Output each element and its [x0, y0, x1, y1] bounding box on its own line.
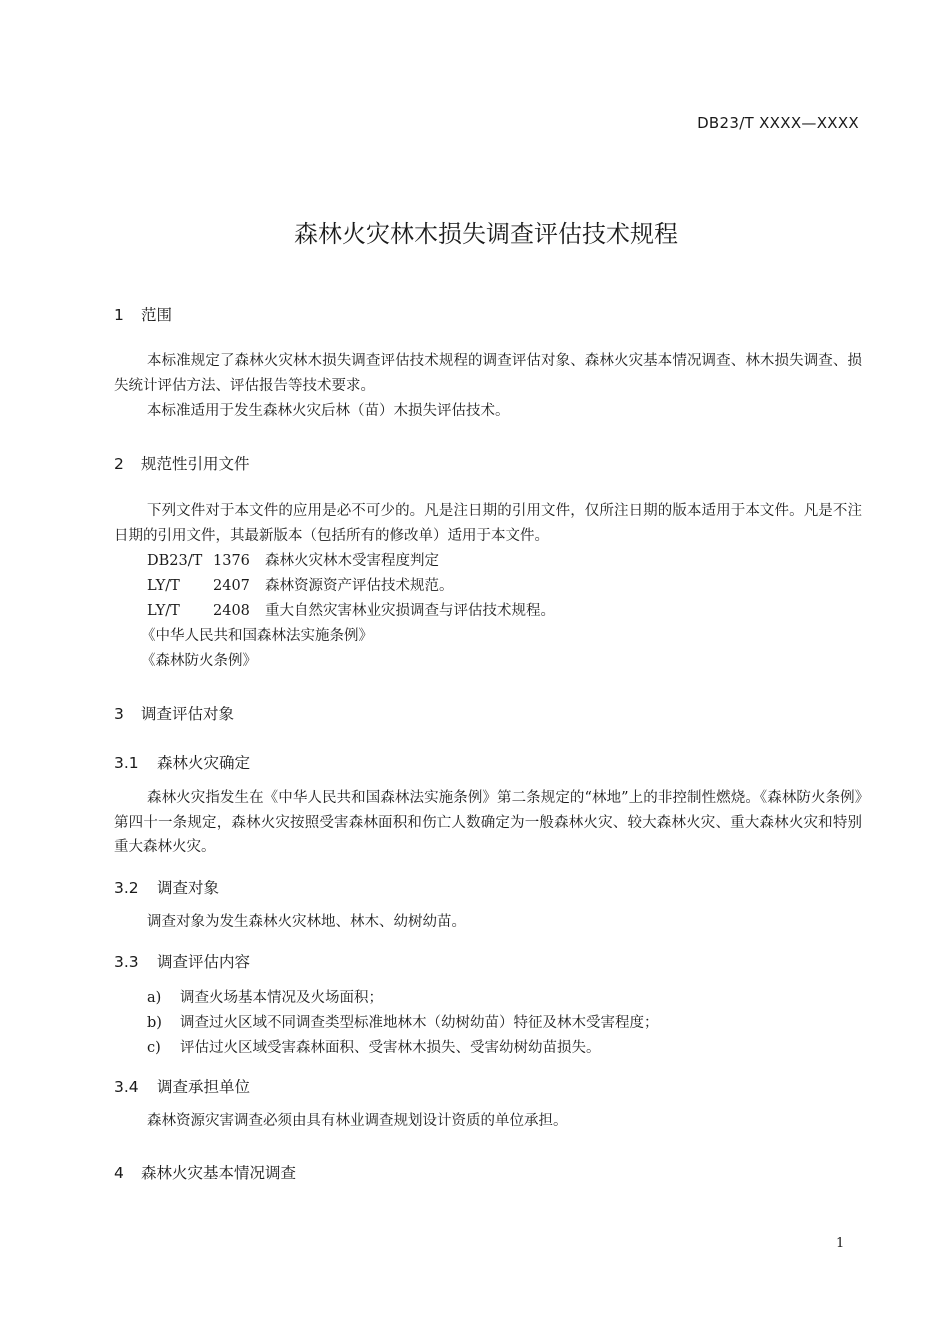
page-number: 1: [836, 1236, 845, 1251]
section-number: 2: [114, 455, 124, 473]
list-item: [147, 1036, 601, 1057]
reference-name: 重大自然灾害林业灾损调查与评估技术规程。: [265, 603, 555, 619]
subsection-3-1-heading: [114, 751, 250, 773]
subsection-title: 调查评估内容: [157, 953, 251, 971]
reference-number: 2407: [213, 578, 250, 594]
reference-item: [147, 549, 439, 570]
list-text: 调查火场基本情况及火场面积；: [180, 990, 383, 1006]
subsection-3-3-heading: [114, 950, 250, 972]
subsection-title: 调查承担单位: [157, 1078, 251, 1096]
subsection-3-4-heading: [114, 1075, 250, 1097]
reference-code: DB23/T: [147, 553, 203, 569]
reference-item: [147, 599, 555, 620]
reference-law: 《森林防火条例》: [141, 653, 257, 669]
section-4-heading: [114, 1161, 296, 1183]
section-2-paragraph-1: 下列文件对于本文件的应用是必不可少的。凡是注日期的引用文件，仅所注日期的版本适用于本文件。凡是不注日期的引用文件，其最新版本（包括所有的修改单）适用于本文件。: [114, 503, 862, 544]
subsection-number: 3.2: [114, 879, 139, 897]
subsection-number: 3.3: [114, 953, 139, 971]
section-number: 1: [114, 306, 124, 324]
document-title: 森林火灾林木损失调查评估技术规程: [294, 220, 678, 248]
section-title: 森林火灾基本情况调查: [141, 1164, 297, 1182]
section-title: 调查评估对象: [141, 705, 235, 723]
document-number: DB23/T XXXX—XXXX: [697, 114, 859, 132]
list-text: 调查过火区域不同调查类型标准地林木（幼树幼苗）特征及林木受害程度；: [180, 1015, 659, 1031]
subsection-3-2-paragraph: 调查对象为发生森林火灾林地、林木、幼树幼苗。: [147, 914, 466, 930]
section-3-heading: [114, 702, 234, 724]
subsection-3-2-heading: [114, 876, 219, 898]
reference-number: 1376: [213, 553, 250, 569]
list-marker: a): [147, 990, 162, 1006]
section-number: 4: [114, 1164, 124, 1182]
list-item: [147, 1011, 659, 1032]
section-1-heading: [114, 303, 172, 325]
reference-code: LY/T: [147, 603, 180, 619]
list-item: [147, 986, 383, 1007]
reference-number: 2408: [213, 603, 250, 619]
section-1-paragraph-2: 本标准适用于发生森林火灾后林（苗）木损失评估技术。: [147, 403, 510, 419]
reference-item: [147, 574, 454, 595]
reference-law: 《中华人民共和国森林法实施条例》: [141, 628, 373, 644]
subsection-number: 3.1: [114, 754, 139, 772]
section-title: 规范性引用文件: [141, 455, 250, 473]
reference-name: 森林火灾林木受害程度判定: [265, 553, 439, 569]
subsection-title: 森林火灾确定: [157, 754, 251, 772]
reference-code: LY/T: [147, 578, 180, 594]
list-marker: c): [147, 1040, 161, 1056]
subsection-title: 调查对象: [157, 879, 220, 897]
subsection-3-1-paragraph: 森林火灾指发生在《中华人民共和国森林法实施条例》第二条规定的“林地”上的非控制性燃烧。《森林防火条例》第四十一条规定，森林火灾按照受害森林面积和伤亡人数确定为一般森林火灾、较大森林火灾、重大森林火灾和特别重大森林火灾。: [114, 790, 862, 855]
subsection-3-4-paragraph: 森林资源灾害调查必须由具有林业调查规划设计资质的单位承担。: [147, 1113, 568, 1129]
list-marker: b): [147, 1015, 162, 1031]
subsection-number: 3.4: [114, 1078, 139, 1096]
section-1-paragraph-1: 本标准规定了森林火灾林木损失调查评估技术规程的调查评估对象、森林火灾基本情况调查、林木损失调查、损失统计评估方法、评估报告等技术要求。: [114, 353, 862, 394]
list-text: 评估过火区域受害森林面积、受害林木损失、受害幼树幼苗损失。: [180, 1040, 601, 1056]
reference-name: 森林资源资产评估技术规范。: [265, 578, 454, 594]
section-number: 3: [114, 705, 124, 723]
section-title: 范围: [141, 306, 173, 324]
section-2-heading: [114, 452, 250, 474]
